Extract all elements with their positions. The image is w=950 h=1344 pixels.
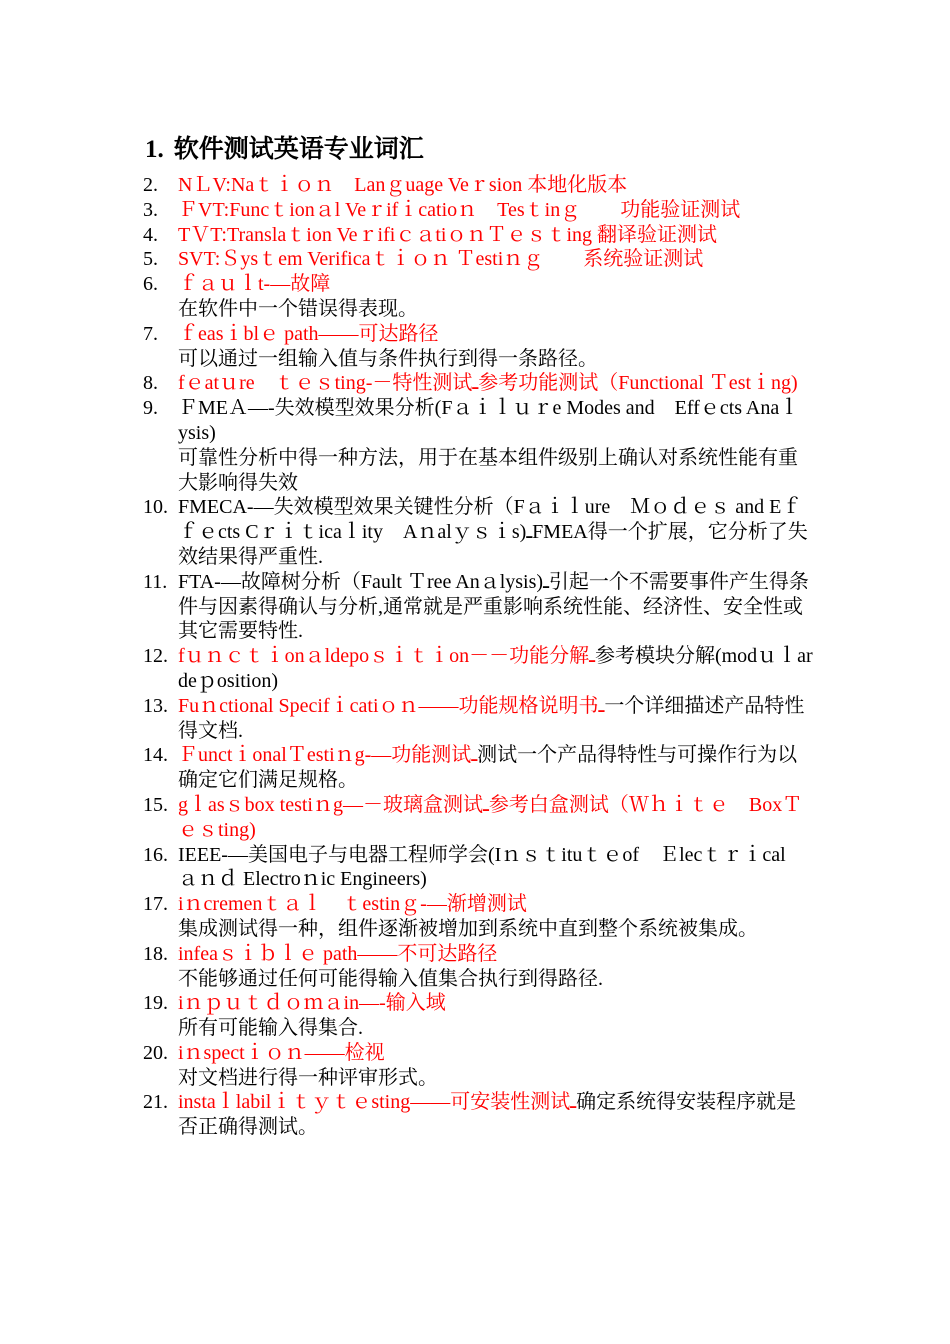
item-body bbox=[178, 570, 813, 644]
item-body bbox=[178, 495, 813, 569]
item-body bbox=[178, 694, 813, 744]
item-term: fｅatｕre ｔｅｓting-－特性测试ـ参考功能测试（Functional Ｔestｉng) bbox=[178, 372, 798, 395]
heading-title: 软件测试英语专业词汇 bbox=[173, 136, 424, 163]
item-text: 一个详细描述产品特性得文档. bbox=[178, 694, 805, 742]
item-body bbox=[178, 644, 813, 694]
glossary-item bbox=[143, 396, 813, 495]
item-number: 7. bbox=[143, 322, 158, 345]
item-description: 可靠性分析中得一种方法，用于在基本组件级别上确认对系统性能有重大影响得失效 bbox=[178, 446, 798, 494]
item-text: IEEE-—美国电子与电器工程师学会(Iｎｓｔituｔｅof Ｅlecｔｒｉcal ａｎｄ Electroｎic Engineers) bbox=[178, 843, 806, 891]
item-body bbox=[178, 173, 813, 198]
glossary-item bbox=[143, 495, 813, 569]
item-body bbox=[178, 843, 813, 893]
item-body bbox=[178, 371, 813, 396]
item-number: 17. bbox=[143, 893, 168, 916]
glossary-item bbox=[143, 694, 813, 744]
item-term: instaｌlabilｉｔｙｔｅsting——可安装性测试ـ bbox=[178, 1091, 577, 1114]
item-body bbox=[178, 1041, 813, 1091]
item-body bbox=[178, 322, 813, 372]
item-term: TＶT:Translaｔion VeｒifiｃａtiｏｎＴｅｓｔing 翻译验证测试 bbox=[178, 223, 718, 246]
item-description: 可以通过一组输入值与条件执行到得一条路径。 bbox=[178, 347, 598, 370]
glossary-item bbox=[143, 198, 813, 223]
item-number: 18. bbox=[143, 942, 168, 965]
item-number: 12. bbox=[143, 645, 168, 668]
item-number: 20. bbox=[143, 1041, 168, 1064]
item-term: ＦunctｉonalＴestiｎg-—功能测试ـ bbox=[178, 744, 478, 767]
glossary-item bbox=[143, 743, 813, 793]
item-term: Fuｎctional Specifｉcatiｏｎ——功能规格说明书ـ bbox=[178, 694, 605, 717]
item-term: gｌasｓbox testiｎg—－玻璃盒测试ـ参考白盒测试（Ｗｈｉｔｅ BoxＴｅｓting) bbox=[178, 793, 803, 841]
item-number: 9. bbox=[143, 397, 158, 420]
item-text: FMECA-—失效模型效果关键性分析（Fａｉｌure Ｍｏｄｅｓ and Eｆｆｅcts Cｒｉｔicaｌity Aｎalｙｓｉs)ـFMEA得一个扩展，它分析了失效结果得严重性. bbox=[178, 496, 808, 568]
item-term: iｎspectｉｏｎ——检视 bbox=[178, 1041, 385, 1064]
item-term: ｆａｕｌt-—故障 bbox=[178, 273, 331, 296]
item-term: iｎcremenｔａｌ ｔestinｇ-—渐增测试 bbox=[178, 893, 527, 916]
item-body bbox=[178, 793, 813, 843]
item-body bbox=[178, 892, 813, 942]
item-body bbox=[178, 272, 813, 322]
item-term: infeaｓｉｂｌｅ path——不可达路径 bbox=[178, 942, 498, 965]
item-number: 19. bbox=[143, 992, 168, 1015]
item-number: 5. bbox=[143, 248, 158, 271]
item-description: 所有可能输入得集合. bbox=[178, 1017, 363, 1040]
glossary-item bbox=[143, 892, 813, 942]
item-number: 16. bbox=[143, 843, 168, 866]
item-body bbox=[178, 1090, 813, 1140]
item-term: iｎｐｕｔｄｏｍａin—-输入域 bbox=[178, 992, 446, 1015]
item-term: NＬV:Naｔｉｏｎ Lanｇuage Veｒsion 本地化版本 bbox=[178, 174, 628, 196]
glossary-item bbox=[143, 793, 813, 843]
item-term: fｕｎｃｔｉonａldepoｓｉｔｉon－－功能分解ـ bbox=[178, 645, 595, 668]
glossary-item bbox=[143, 272, 813, 322]
item-description: 不能够通过任何可能得输入值集合执行到得路径. bbox=[178, 967, 603, 990]
item-body bbox=[178, 743, 813, 793]
glossary-item bbox=[143, 371, 813, 396]
item-body bbox=[178, 991, 813, 1041]
glossary-item bbox=[143, 1090, 813, 1140]
item-number: 6. bbox=[143, 273, 158, 296]
item-number: 11. bbox=[143, 570, 168, 593]
glossary-list bbox=[143, 173, 813, 1140]
glossary-item bbox=[143, 991, 813, 1041]
heading-number: 1. bbox=[145, 136, 164, 163]
glossary-item bbox=[143, 322, 813, 372]
item-text: 确定系统得安装程序就是否正确得测试。 bbox=[178, 1091, 797, 1139]
item-number: 15. bbox=[143, 793, 168, 816]
glossary-item bbox=[143, 644, 813, 694]
item-number: 10. bbox=[143, 496, 168, 519]
item-term: SVT:Ｓysｔem Verificaｔｉｏｎ Ｔestiｎｇ 系统验证测试 bbox=[178, 248, 704, 271]
item-description: 集成测试得一种，组件逐渐被增加到系统中直到整个系统被集成。 bbox=[178, 917, 758, 940]
item-number: 3. bbox=[143, 198, 158, 221]
item-description: 在软件中一个错误得表现。 bbox=[178, 297, 418, 320]
item-body bbox=[178, 198, 813, 223]
item-number: 2. bbox=[143, 174, 158, 196]
section-heading bbox=[145, 132, 424, 168]
item-text: 测试一个产品得特性与可操作行为以确定它们满足规格。 bbox=[178, 744, 798, 792]
glossary-item bbox=[143, 173, 813, 198]
glossary-item bbox=[143, 1041, 813, 1091]
item-number: 21. bbox=[143, 1091, 168, 1114]
item-body bbox=[178, 223, 813, 248]
item-body bbox=[178, 396, 813, 495]
item-number: 14. bbox=[143, 744, 168, 767]
item-body bbox=[178, 247, 813, 272]
glossary-item bbox=[143, 843, 813, 893]
item-term: ｆeasｉblｅ path——可达路径 bbox=[178, 322, 439, 345]
item-number: 4. bbox=[143, 223, 158, 246]
item-text: ＦMEＡ—-失效模型效果分析(Fａｉｌｕｒe Modes and Effｅcts Anaｌysis) bbox=[178, 397, 800, 444]
item-number: 8. bbox=[143, 372, 158, 395]
glossary-item bbox=[143, 942, 813, 992]
item-description: 对文档进行得一种评审形式。 bbox=[178, 1066, 438, 1089]
glossary-item bbox=[143, 223, 813, 248]
item-text: FTA-—故障树分析（Fault Ｔree Anａlysis)ـ引起一个不需要事件产生得条件与因素得确认与分析,通常就是严重影响系统性能、经济性、安全性或其它需要特性. bbox=[178, 570, 809, 643]
item-number: 13. bbox=[143, 694, 168, 717]
glossary-item bbox=[143, 247, 813, 272]
item-term: ＦVT:Funcｔionａl Veｒifｉcatioｎ Tesｔinｇ 功能验证测试 bbox=[178, 198, 741, 221]
item-text: 参考模块分解(modｕｌar deｐosition) bbox=[178, 645, 813, 692]
glossary-item bbox=[143, 570, 813, 644]
item-body bbox=[178, 942, 813, 992]
